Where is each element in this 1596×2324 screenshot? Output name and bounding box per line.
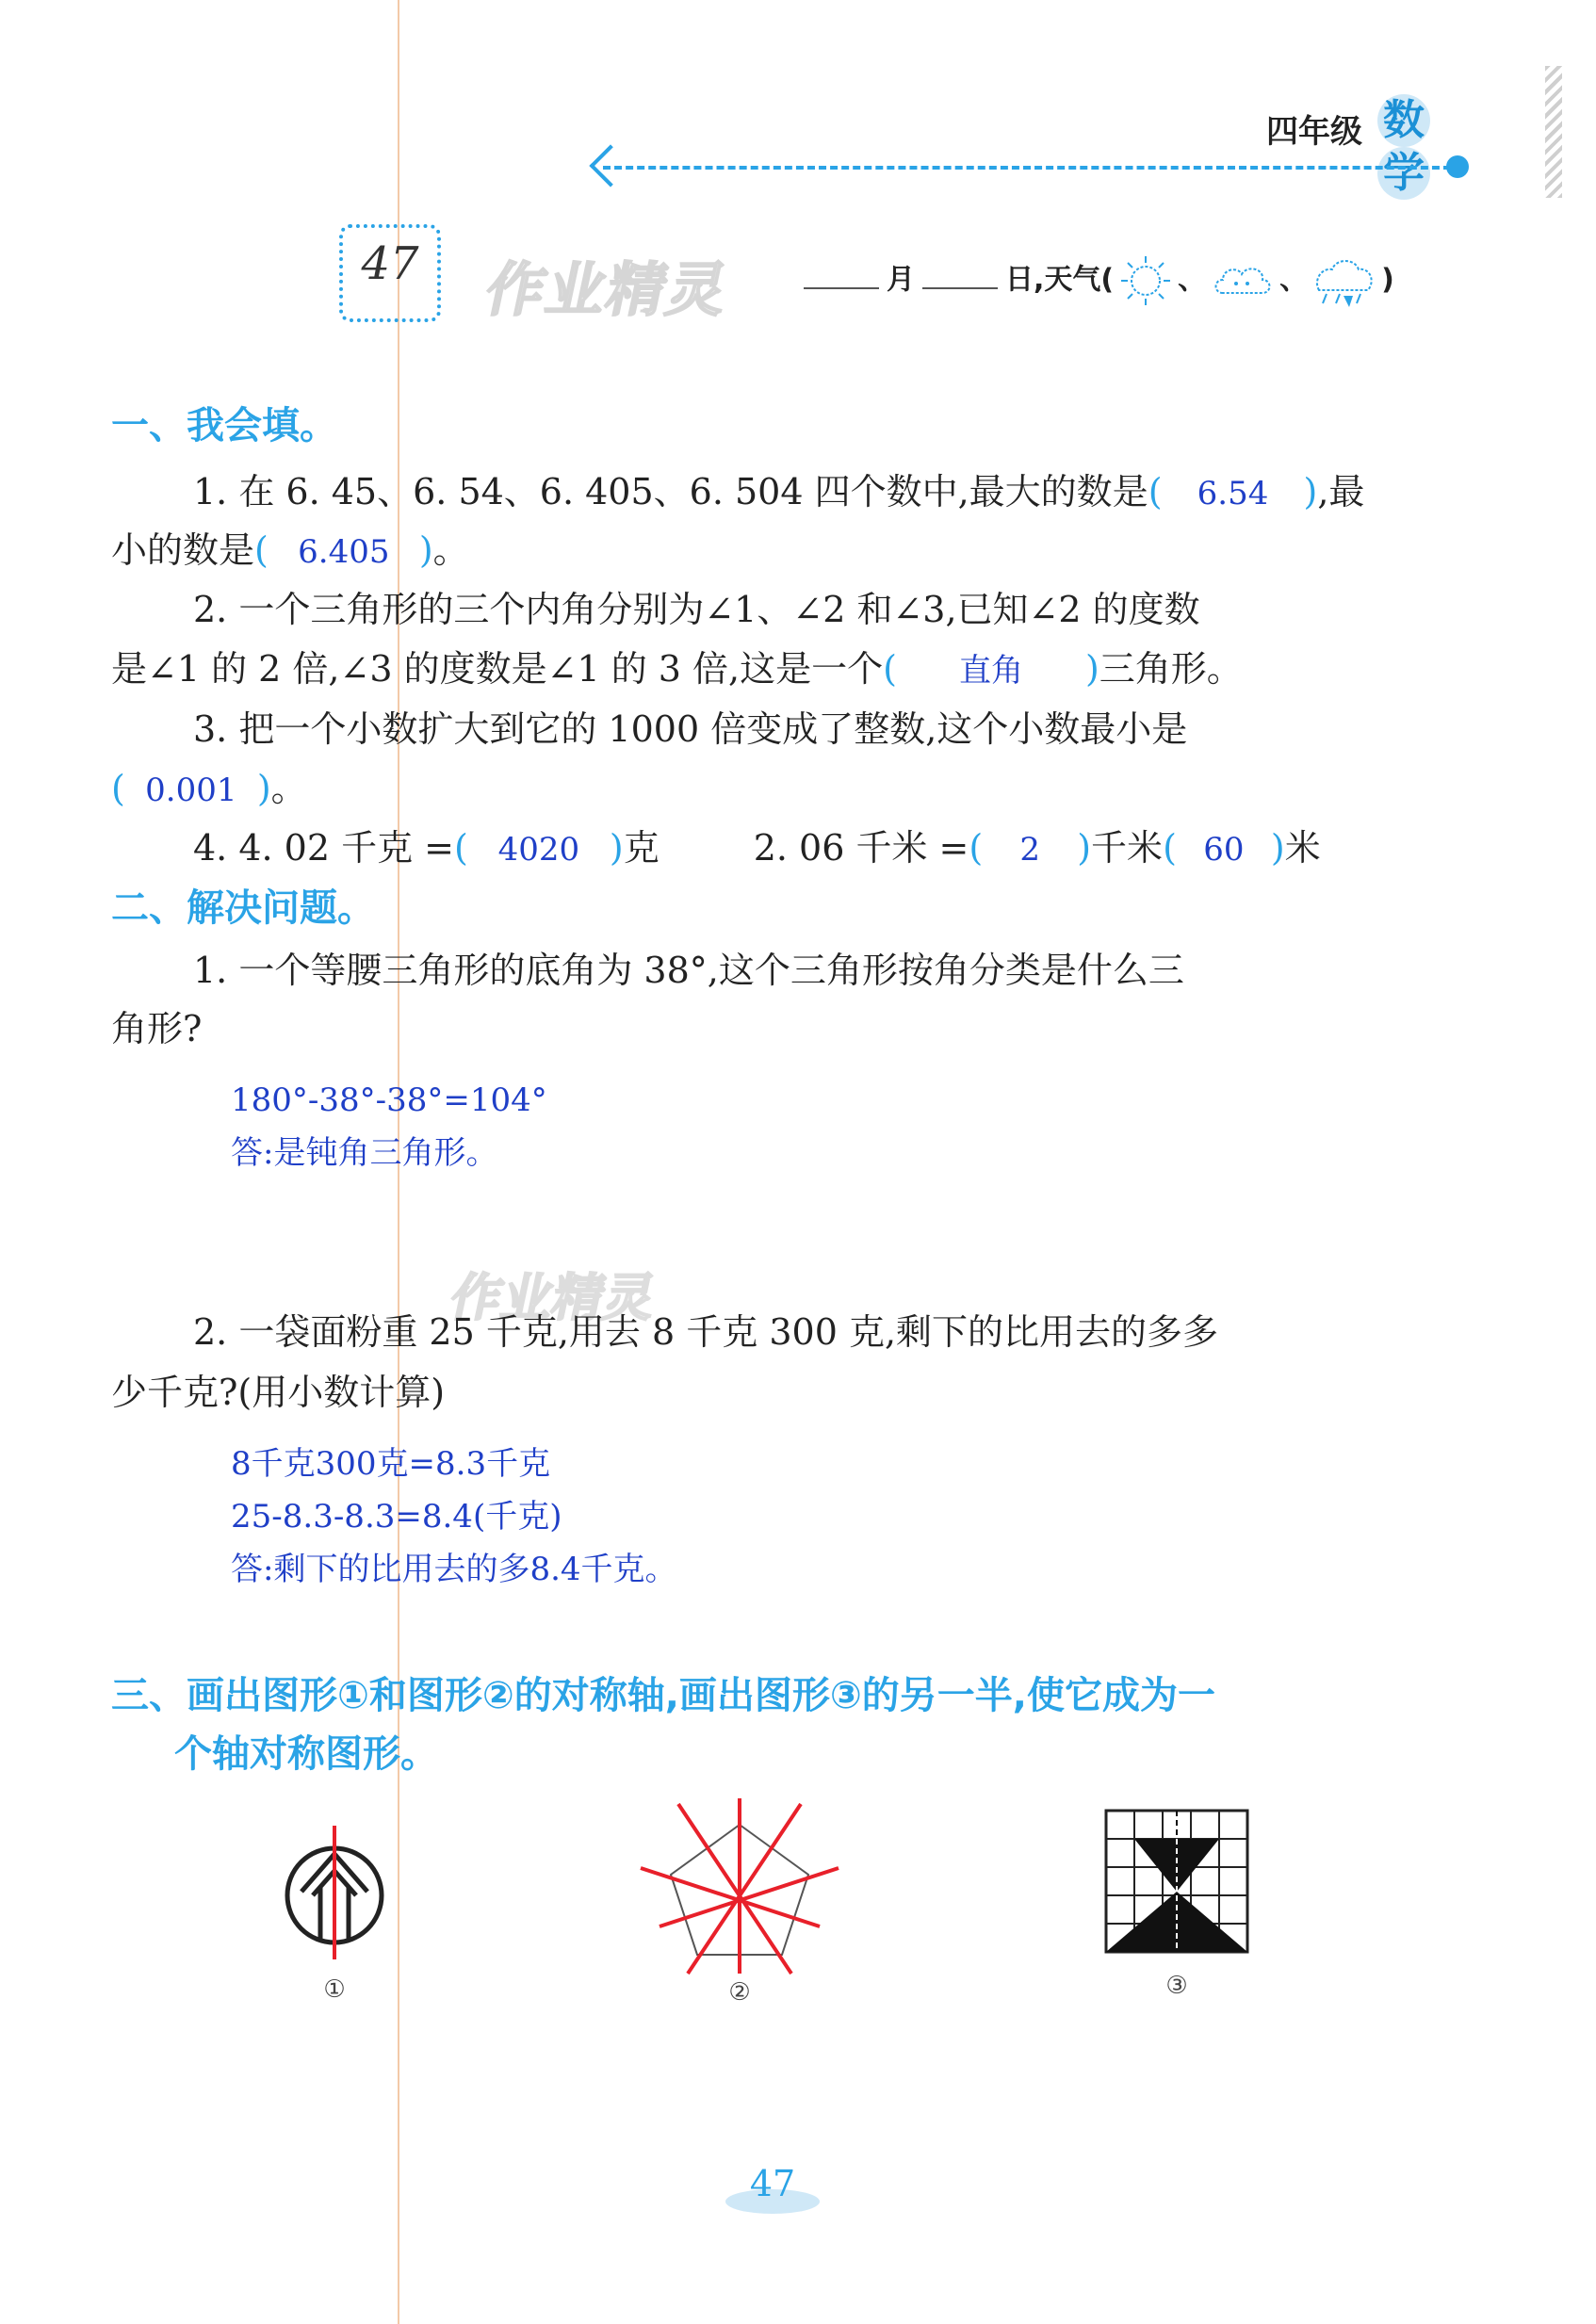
s2-q2-work xyxy=(231,1438,677,1596)
q2-line2-text: 是∠1 的 2 倍,∠3 的度数是∠1 的 3 倍,这是一个 xyxy=(111,648,884,690)
day-label: 日 xyxy=(1005,263,1034,297)
q2-line2: 是∠1 的 2 倍,∠3 的度数是∠1 的 3 倍,这是一个( 直角 )三角形。 xyxy=(111,639,1243,701)
figure-1-circle-arrow[interactable] xyxy=(273,1818,396,2007)
s2-q2-work-line2: 25-8.3-8.3=8.4(千克) xyxy=(231,1498,562,1536)
q4-unit1: 克 xyxy=(623,827,660,869)
s2-q1-work-line1: 180°-38°-38°=104° xyxy=(231,1081,547,1119)
q2-tail: 三角形。 xyxy=(1099,648,1243,690)
q3-tail: 。 xyxy=(270,768,307,809)
cloud-icon[interactable] xyxy=(1210,257,1276,304)
section3-title-line2: 个轴对称图形。 xyxy=(174,1732,438,1776)
month-blank[interactable] xyxy=(804,287,879,289)
dot-icon xyxy=(1446,155,1469,178)
q3-line2: ( 0.001 )。 xyxy=(111,758,307,821)
page-number-badge xyxy=(725,2163,820,2219)
rain-icon[interactable] xyxy=(1311,252,1377,309)
q1-tail: ,最 xyxy=(1317,471,1365,512)
q4-line: 4. 4. 02 千克 =( 4020 )克 2. 06 千米 =( 2 )千米( 60 )米 xyxy=(193,818,1321,880)
page-edge-stripes xyxy=(1545,66,1562,198)
watermark-logo: 作业精灵 xyxy=(480,255,736,324)
figure-3-grid[interactable] xyxy=(1102,1807,1253,2005)
sun-icon[interactable] xyxy=(1117,254,1174,307)
page-number: 47 xyxy=(749,2163,796,2204)
s2-q1-line2: 角形? xyxy=(111,1008,203,1049)
q4-answer-grams[interactable]: 4020 xyxy=(497,831,580,869)
q3-line1: 3. 把一个小数扩大到它的 1000 倍变成了整数,这个小数最小是 xyxy=(193,708,1188,750)
weather-label: ,天气( xyxy=(1034,263,1115,297)
q4-answer-m[interactable]: 60 xyxy=(1203,831,1245,869)
s2-q2-line2: 少千克?(用小数计算) xyxy=(111,1372,446,1413)
q1-line2-tail: 。 xyxy=(432,529,469,571)
subject-char-2: 学 xyxy=(1377,147,1430,200)
header-dashed-line xyxy=(603,166,1451,170)
watermark-logo-2: 作业精灵 xyxy=(445,1268,661,1327)
section2-title: 二、解决问题。 xyxy=(111,886,375,930)
q1-answer-max[interactable]: 6.54 xyxy=(1197,475,1269,512)
s2-q1-line1: 1. 一个等腰三角形的底角为 38°,这个三角形按角分类是什么三 xyxy=(193,950,1184,991)
q1-text: 1. 在 6. 45、6. 54、6. 405、6. 504 四个数中,最大的数是 xyxy=(193,471,1148,512)
day-number: 47 xyxy=(361,237,419,290)
day-blank[interactable] xyxy=(922,287,998,289)
date-weather-line xyxy=(796,252,1394,309)
subject-label xyxy=(1377,94,1492,200)
q3-answer[interactable]: 0.001 xyxy=(145,772,237,809)
q2-line1: 2. 一个三角形的三个内角分别为∠1、∠2 和∠3,已知∠2 的度数 xyxy=(193,589,1200,630)
weather-sep-2: 、 xyxy=(1279,263,1309,297)
s2-q1-work-line2: 答:是钝角三角形。 xyxy=(231,1134,498,1172)
q4-part1: 4. 4. 02 千克 = xyxy=(193,827,455,869)
section1-title: 一、我会填。 xyxy=(111,404,337,447)
q1-answer-min[interactable]: 6.405 xyxy=(298,533,390,571)
q1-line1: 1. 在 6. 45、6. 54、6. 405、6. 504 四个数中,最大的数是( 6.54 ),最 xyxy=(193,462,1364,524)
q2-answer[interactable]: 直角 xyxy=(958,652,1023,690)
weather-close: ) xyxy=(1381,263,1394,297)
q1-line2: 小的数是( 6.405 )。 xyxy=(111,520,469,582)
section3-title-line1: 三、画出图形①和图形②的对称轴,画出图形③的另一半,使它成为一 xyxy=(111,1674,1215,1717)
figure-label-3: ③ xyxy=(1165,1972,1188,2000)
grade-subject-header xyxy=(1266,94,1492,197)
q1-line2-text: 小的数是 xyxy=(111,529,255,571)
arrow-left-icon xyxy=(589,144,631,187)
s2-q2-work-line1: 8千克300克=8.3千克 xyxy=(231,1445,551,1483)
s2-q2-line1: 2. 一袋面粉重 25 千克,用去 8 千克 300 克,剩下的比用去的多多 xyxy=(193,1311,1219,1353)
q4-part2: 2. 06 千米 = xyxy=(753,827,969,869)
q4-unit2: 千米 xyxy=(1091,827,1164,869)
grade-label: 四年级 xyxy=(1266,113,1362,151)
s2-q2-work-line3: 答:剩下的比用去的多8.4千克。 xyxy=(231,1551,677,1588)
s2-q1-work xyxy=(231,1074,547,1179)
figure-2-pentagon[interactable] xyxy=(631,1795,848,2007)
month-label: 月 xyxy=(887,263,915,297)
weather-sep-1: 、 xyxy=(1178,263,1207,297)
q4-answer-km[interactable]: 2 xyxy=(1019,831,1041,869)
q4-unit3: 米 xyxy=(1284,827,1321,869)
subject-char-1: 数 xyxy=(1377,94,1430,147)
figure-label-1: ① xyxy=(323,1975,346,2004)
figure-label-2: ② xyxy=(728,1978,751,2007)
